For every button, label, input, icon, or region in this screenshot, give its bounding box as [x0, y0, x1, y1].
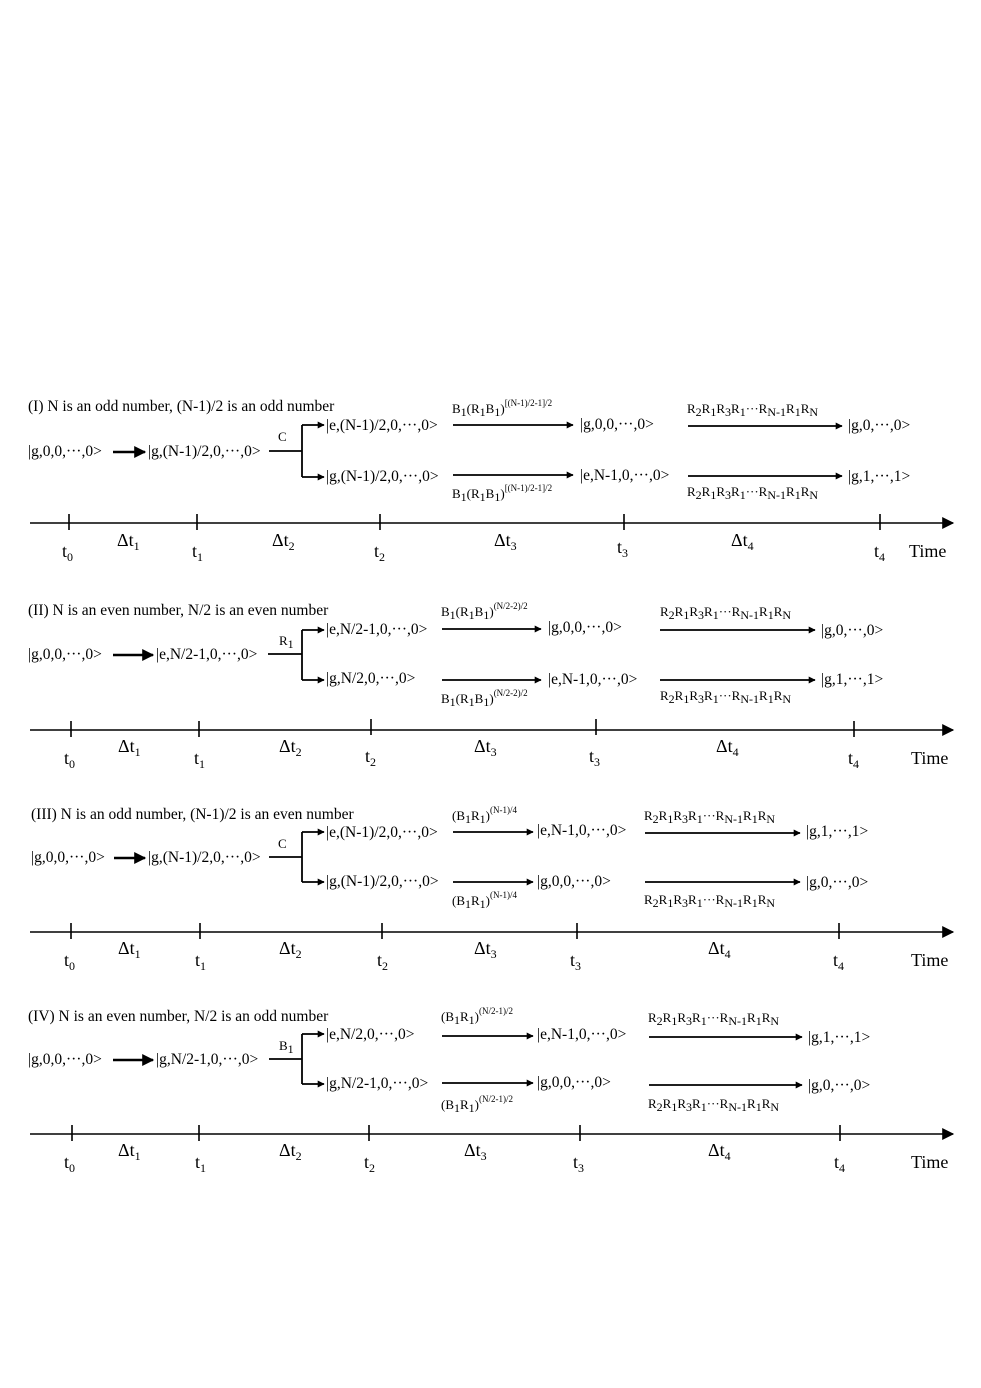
tick-label: $t_4$ [834, 1152, 846, 1175]
interval-label: $\Delta t_3$ [474, 736, 497, 759]
state-t2-lower: |g,N/2-1,0,···,0> [326, 1075, 429, 1092]
interval-label: $\Delta t_4$ [708, 938, 731, 961]
operator-4-upper: R2R1R3R1···RN-1R1RN [648, 1010, 780, 1028]
interval-label: $\Delta t_2$ [272, 530, 295, 553]
state-t1: |g,(N-1)/2,0,···,0> [148, 849, 261, 866]
operator-4-upper: R2R1R3R1···RN-1R1RN [644, 808, 776, 826]
operator-3-upper: $B1(R1B1)^{(N/2-2)/2}$ [441, 601, 528, 622]
tick-label: $t_4$ [874, 541, 886, 564]
state-t3-lower: |e,N-1,0,···,0> [580, 467, 670, 484]
state-t2-lower: |g,(N-1)/2,0,···,0> [326, 468, 439, 485]
state-t2-upper: |e,(N-1)/2,0,···,0> [326, 417, 438, 434]
state-t4-upper: |g,0,···,0> [821, 622, 884, 639]
state-t4-upper: |g,0,···,0> [848, 417, 911, 434]
state-t2-upper: |e,N/2,0,···,0> [326, 1026, 415, 1043]
tick-label: $t_3$ [573, 1152, 585, 1175]
interval-label: $\Delta t_1$ [118, 736, 141, 759]
interval-label: $\Delta t_1$ [118, 1140, 141, 1163]
state-t1: |g,(N-1)/2,0,···,0> [148, 443, 261, 460]
state-t3-lower: |e,N-1,0,···,0> [548, 671, 638, 688]
tick-label: $t_0$ [64, 748, 76, 771]
tick-label: $t_0$ [64, 950, 76, 973]
state-t1: |e,N/2-1,0,···,0> [156, 646, 258, 663]
interval-label: $\Delta t_2$ [279, 1140, 302, 1163]
interval-label: $\Delta t_4$ [708, 1140, 731, 1163]
interval-label: $\Delta t_4$ [731, 530, 754, 553]
state-t1: |g,N/2-1,0,···,0> [156, 1051, 259, 1068]
state-t2-upper: |e,N/2-1,0,···,0> [326, 621, 428, 638]
interval-label: $\Delta t_1$ [117, 530, 140, 553]
time-label: Time [911, 748, 949, 768]
panel-title: (III) N is an odd number, (N-1)/2 is an even number [31, 806, 354, 823]
interval-label: $\Delta t_3$ [474, 938, 497, 961]
tick-label: $t_3$ [617, 537, 629, 560]
interval-label: $\Delta t_2$ [279, 736, 302, 759]
ticks [69, 514, 880, 530]
tick-label: $t_1$ [192, 541, 204, 564]
operator-4-upper: R2R1R3R1···RN-1R1RN [660, 604, 792, 622]
branch-operator: C [278, 836, 287, 851]
tick-label: $t_4$ [833, 950, 845, 973]
interval-label: $\Delta t_3$ [494, 530, 517, 553]
time-label: Time [909, 541, 947, 561]
tick-label: $t_3$ [570, 950, 582, 973]
tick-label: $t_0$ [62, 541, 74, 564]
state-t4-lower: |g,0,···,0> [808, 1077, 871, 1094]
operator-4-upper: R2R1R3R1···RN-1R1RN [687, 401, 819, 419]
initial-state: |g,0,0,···,0> [28, 443, 102, 460]
panel-2 [28, 601, 953, 771]
state-t4-upper: |g,1,···,1> [808, 1029, 871, 1046]
operator-4-lower: R2R1R3R1···RN-1R1RN [660, 688, 792, 706]
tick-label: $t_1$ [194, 748, 206, 771]
initial-state: |g,0,0,···,0> [28, 1051, 102, 1068]
tick-label: $t_1$ [195, 1152, 207, 1175]
operator-4-lower: R2R1R3R1···RN-1R1RN [648, 1096, 780, 1114]
time-label: Time [911, 950, 949, 970]
interval-label: $\Delta t_1$ [118, 938, 141, 961]
interval-label: $\Delta t_2$ [279, 938, 302, 961]
state-t4-lower: |g,1,···,1> [821, 671, 884, 688]
ticks [72, 1125, 840, 1141]
state-t2-lower: |g,N/2,0,···,0> [326, 670, 416, 687]
state-t2-upper: |e,(N-1)/2,0,···,0> [326, 824, 438, 841]
tick-label: $t_2$ [364, 1152, 376, 1175]
operator-3-lower: $B1(R1B1)^{[(N-1)/2-1]/2}$ [452, 483, 553, 504]
operator-3-upper: $(B1R1)^{(N-1)/4}$ [452, 805, 518, 826]
interval-label: $\Delta t_4$ [716, 736, 739, 759]
branch-operator: B1 [279, 1038, 294, 1056]
time-label: Time [911, 1152, 949, 1172]
state-t4-lower: |g,1,···,1> [848, 468, 911, 485]
operator-3-lower: $(B1R1)^{(N/2-1)/2}$ [441, 1094, 514, 1115]
operator-4-lower: R2R1R3R1···RN-1R1RN [687, 484, 819, 502]
state-t3-upper: |g,0,0,···,0> [580, 416, 654, 433]
tick-label: $t_2$ [377, 950, 389, 973]
state-t2-lower: |g,(N-1)/2,0,···,0> [326, 873, 439, 890]
operator-3-upper: $B1(R1B1)^{[(N-1)/2-1]/2}$ [452, 398, 553, 419]
tick-label: $t_2$ [365, 746, 377, 769]
panel-title: (II) N is an even number, N/2 is an even number [28, 602, 329, 619]
operator-3-lower: $B1(R1B1)^{(N/2-2)/2}$ [441, 688, 528, 709]
panel-3 [30, 805, 953, 973]
tick-label: $t_3$ [589, 746, 601, 769]
operator-3-upper: $(B1R1)^{(N/2-1)/2}$ [441, 1006, 514, 1027]
tick-label: $t_4$ [848, 748, 860, 771]
ticks [71, 719, 854, 737]
panel-title: (I) N is an odd number, (N-1)/2 is an odd number [28, 398, 335, 415]
tick-label: $t_1$ [195, 950, 207, 973]
state-t3-upper: |g,0,0,···,0> [548, 619, 622, 636]
tick-label: $t_0$ [64, 1152, 76, 1175]
branch-operator: R1 [279, 633, 294, 651]
state-t3-upper: |e,N-1,0,···,0> [537, 822, 627, 839]
state-t4-lower: |g,0,···,0> [806, 874, 869, 891]
state-t3-upper: |e,N-1,0,···,0> [537, 1026, 627, 1043]
interval-label: $\Delta t_3$ [464, 1140, 487, 1163]
panel-1 [28, 398, 953, 564]
state-t3-lower: |g,0,0,···,0> [537, 873, 611, 890]
state-t4-upper: |g,1,···,1> [806, 823, 869, 840]
panel-4 [28, 1006, 953, 1175]
initial-state: |g,0,0,···,0> [28, 646, 102, 663]
initial-state: |g,0,0,···,0> [31, 849, 105, 866]
ticks [71, 923, 839, 939]
operator-4-lower: R2R1R3R1···RN-1R1RN [644, 892, 776, 910]
operator-3-lower: $(B1R1)^{(N-1)/4}$ [452, 890, 518, 911]
panel-title: (IV) N is an even number, N/2 is an odd number [28, 1008, 329, 1025]
branch-operator: C [278, 429, 287, 444]
tick-label: $t_2$ [374, 541, 386, 564]
state-t3-lower: |g,0,0,···,0> [537, 1074, 611, 1091]
